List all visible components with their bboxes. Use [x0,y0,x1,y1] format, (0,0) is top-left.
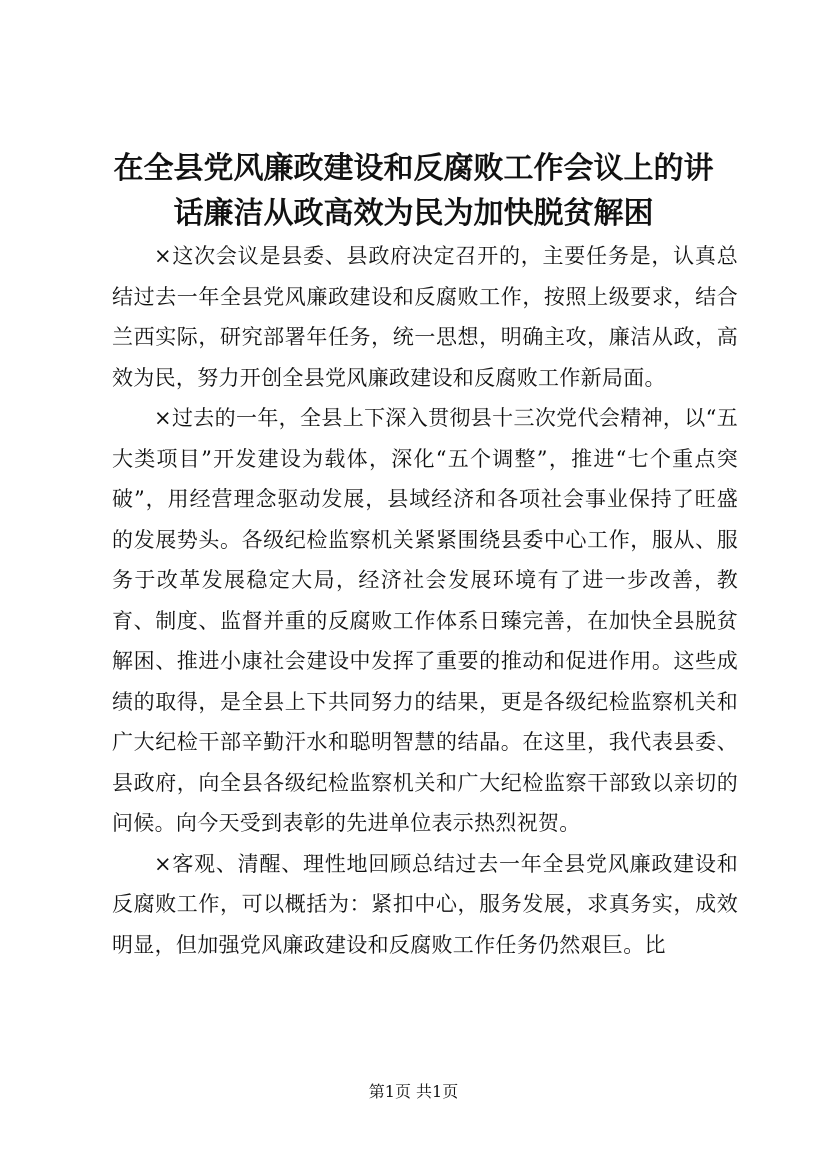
body-paragraph: ×客观、清醒、理性地回顾总结过去一年全县党风廉政建设和反腐败工作，可以概括为：紧扣中心，服务发展，求真务实，成效明显，但加强党风廉政建设和反腐败工作任务仍然艰巨。比 [112,851,738,957]
document-title: 在全县党风廉政建设和反腐败工作会议上的讲话廉洁从政高效为民为加快脱贫解困 [113,151,714,231]
document-body [112,236,738,965]
body-paragraph: ×这次会议是县委、县政府决定召开的，主要任务是，认真总结过去一年全县党风廉政建设和反腐败工作，按照上级要求，结合兰西实际，研究部署年任务，统一思想，明确主攻，廉洁从政，高效为民，努力开创全县党风廉政建设和反腐败工作新局面。 [112,244,738,390]
body-paragraph: ×过去的一年，全县上下深入贯彻县十三次党代会精神，以“五大类项目”开发建设为载体，深化“五个调整”，推进“七个重点突破”，用经营理念驱动发展，县域经济和各项社会事业保持了旺盛的发展势头。各级纪检监察机关紧紧围绕县委中心工作，服从、服务于改革发展稳定大局，经济社会发展环境有了进一步改善，教育、制度、监督并重的反腐败工作体系日臻完善，在加快全县脱贫解困、推进小康社会建设中发挥了重要的推动和促进作用。这些成绩的取得，是全县上下共同努力的结果，更是各级纪检监察机关和广大纪检干部辛勤汗水和聪明智慧的结晶。在这里，我代表县委、县政府，向全县各级纪检监察机关和广大纪检监察干部致以亲切的问候。向今天受到表彰的先进单位表示热烈祝贺。 [112,406,738,835]
page-footer: 第1页 共1页 [368,1082,459,1101]
